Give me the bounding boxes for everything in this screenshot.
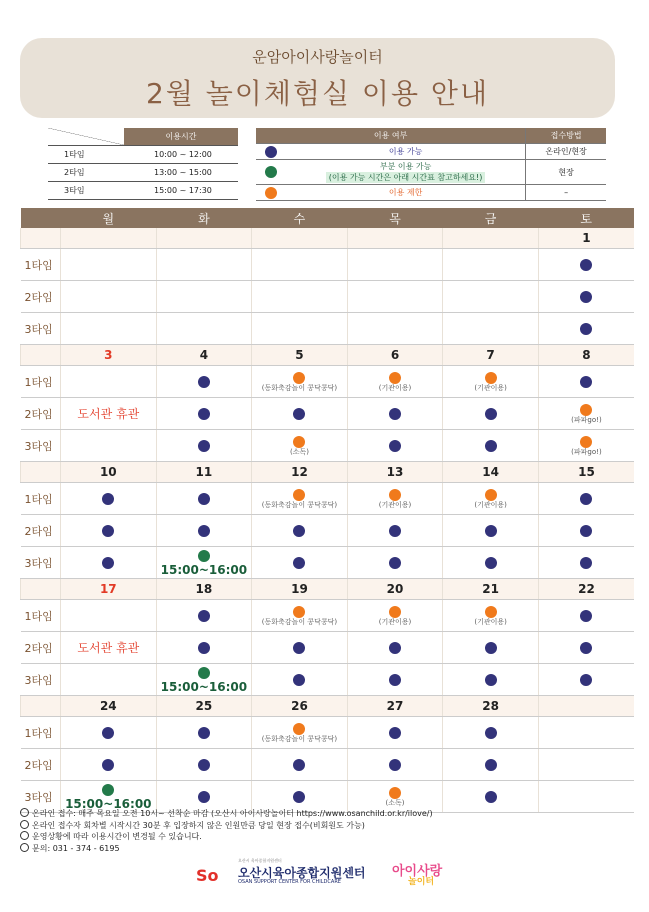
- available-dot-icon: [293, 759, 305, 771]
- date-cell: 6: [347, 345, 443, 366]
- available-dot-icon: [485, 674, 497, 686]
- restricted-dot-icon: [485, 606, 497, 618]
- legend-partial-label: 부분 이용 가능: [379, 162, 432, 171]
- date-cell: [347, 228, 443, 249]
- restricted-dot-icon: [485, 372, 497, 384]
- slot-cell: [252, 664, 348, 696]
- available-dot-icon: [389, 440, 401, 452]
- slot-cell: [156, 632, 252, 664]
- time-slot-range: 10:00 ~ 12:00: [124, 146, 238, 164]
- available-dot-icon: [580, 493, 592, 505]
- weekday-header: 월: [61, 208, 157, 228]
- legend-partial-cell: [286, 160, 526, 185]
- slot-cell: [61, 600, 157, 632]
- weekday-header: 수: [252, 208, 348, 228]
- available-dot-icon: [580, 291, 592, 303]
- calendar-corner: [21, 208, 61, 228]
- available-dot-icon: [198, 440, 210, 452]
- date-cell: 17: [61, 579, 157, 600]
- date-cell: 12: [252, 462, 348, 483]
- slot-note: (동화축감놀이 콩닥콩닥): [261, 618, 338, 626]
- slot-cell: [443, 281, 539, 313]
- bullet-circle-icon: [20, 820, 29, 829]
- available-dot-icon: [389, 674, 401, 686]
- slot-note: (기관이용): [474, 618, 507, 626]
- available-dot-icon: [198, 376, 210, 388]
- legend-usage-header: 이용 여부: [256, 128, 526, 144]
- logo-english-name: OSAN SUPPORT CENTER FOR CHILDCARE: [238, 879, 341, 885]
- slot-cell: [252, 600, 348, 632]
- slot-cell: [443, 430, 539, 462]
- slot-note: (파파go!): [571, 448, 602, 456]
- slot-cell: [347, 281, 443, 313]
- slot-label: 3타임: [21, 781, 61, 813]
- slot-cell: [443, 547, 539, 579]
- date-cell: 11: [156, 462, 252, 483]
- slot-note: (동화축감놀이 콩닥콩닥): [261, 384, 338, 392]
- partial-time-note: 15:00~16:00: [160, 679, 248, 694]
- partial-dot-icon: [102, 784, 114, 796]
- footer-line-text: 온라인 접수자 회차별 시작시간 30분 후 입장하지 않은 인원만큼 당일 현장 접수(비회원도 가능): [32, 820, 365, 830]
- restricted-dot-icon: [389, 787, 401, 799]
- slot-cell: [252, 313, 348, 345]
- slot-cell: [156, 515, 252, 547]
- slot-label: 2타임: [21, 515, 61, 547]
- date-cell: 18: [156, 579, 252, 600]
- legend-partial-dot-cell: [256, 160, 286, 185]
- footer-line: [20, 831, 433, 843]
- slot-cell: [347, 664, 443, 696]
- slot-cell: [443, 398, 539, 430]
- available-dot-icon: [389, 557, 401, 569]
- available-dot-icon: [102, 493, 114, 505]
- slot-cell: [156, 249, 252, 281]
- slot-cell: [61, 515, 157, 547]
- slot-cell: [156, 483, 252, 515]
- bullet-circle-icon: [20, 808, 29, 817]
- slot-cell: [156, 430, 252, 462]
- slot-cell: [538, 313, 634, 345]
- available-dot-icon: [580, 642, 592, 654]
- slot-cell: [61, 547, 157, 579]
- slot-label: 2타임: [21, 281, 61, 313]
- legend-partial-method: 현장: [526, 160, 606, 185]
- slot-cell: [443, 313, 539, 345]
- date-cell: 10: [61, 462, 157, 483]
- slot-cell: [538, 717, 634, 749]
- slot-cell: [538, 398, 634, 430]
- available-dot-icon: [198, 759, 210, 771]
- slot-label: 3타임: [21, 430, 61, 462]
- logo-small-text: 오산시 육아종합지원센터: [238, 858, 282, 863]
- header-banner: [20, 38, 615, 118]
- restricted-dot-icon: [293, 436, 305, 448]
- date-cell: 13: [347, 462, 443, 483]
- slot-cell: [538, 547, 634, 579]
- available-dot-icon: [293, 408, 305, 420]
- footer-line: [20, 820, 433, 832]
- available-dot-icon: [389, 408, 401, 420]
- osan-childcare-center-logo: [196, 858, 382, 886]
- legend-restricted-method: –: [526, 185, 606, 201]
- slot-cell: [156, 717, 252, 749]
- date-cell: 4: [156, 345, 252, 366]
- slot-label: 2타임: [21, 632, 61, 664]
- slot-note: (파파go!): [571, 416, 602, 424]
- footer-line-text: 운영상황에 따라 이용시간이 변경될 수 있습니다.: [32, 832, 202, 841]
- slot-cell: [347, 515, 443, 547]
- date-row-label: [21, 696, 61, 717]
- slot-cell: [61, 366, 157, 398]
- slot-cell: [61, 483, 157, 515]
- logo-name: 오산시육아종합지원센터: [238, 866, 366, 880]
- date-cell: 25: [156, 696, 252, 717]
- available-dot-icon: [485, 440, 497, 452]
- restricted-dot-icon: [293, 372, 305, 384]
- available-dot-icon: [102, 759, 114, 771]
- available-dot-icon: [198, 525, 210, 537]
- slot-cell: [61, 717, 157, 749]
- slot-label: 2타임: [21, 398, 61, 430]
- slot-note: (소독): [289, 448, 309, 456]
- available-dot-icon: [389, 525, 401, 537]
- logo-line-1: 아이사랑: [392, 864, 443, 879]
- available-dot-icon: [198, 493, 210, 505]
- date-row-label: [21, 228, 61, 249]
- time-row: [48, 164, 238, 182]
- date-cell: 14: [443, 462, 539, 483]
- available-dot-icon: [580, 674, 592, 686]
- available-dot-icon: [265, 146, 277, 158]
- restricted-dot-icon: [389, 489, 401, 501]
- slot-cell: [156, 600, 252, 632]
- footer-line: [20, 843, 433, 855]
- restricted-dot-icon: [389, 606, 401, 618]
- time-slot-range: 13:00 ~ 15:00: [124, 164, 238, 182]
- restricted-dot-icon: [389, 372, 401, 384]
- slot-note: (기관이용): [378, 501, 412, 509]
- legend-available-method: 온라인/현장: [526, 144, 606, 160]
- available-dot-icon: [389, 642, 401, 654]
- restricted-dot-icon: [580, 436, 592, 448]
- slot-cell: [347, 483, 443, 515]
- available-dot-icon: [485, 791, 497, 803]
- available-dot-icon: [293, 557, 305, 569]
- date-cell: 21: [443, 579, 539, 600]
- slot-label: 1타임: [21, 717, 61, 749]
- date-cell: 20: [347, 579, 443, 600]
- available-dot-icon: [389, 759, 401, 771]
- slot-cell: [252, 249, 348, 281]
- slot-cell: [443, 632, 539, 664]
- date-cell: 3: [61, 345, 157, 366]
- slot-cell: [156, 398, 252, 430]
- available-dot-icon: [580, 323, 592, 335]
- legend-method-header: 접수방법: [526, 128, 606, 144]
- slot-label: 2타임: [21, 749, 61, 781]
- slot-cell: [347, 632, 443, 664]
- restricted-dot-icon: [485, 489, 497, 501]
- date-cell: 27: [347, 696, 443, 717]
- slot-cell: [61, 632, 157, 664]
- slot-cell: [61, 398, 157, 430]
- slot-cell: [538, 632, 634, 664]
- slot-cell: [156, 547, 252, 579]
- available-dot-icon: [580, 259, 592, 271]
- available-dot-icon: [389, 727, 401, 739]
- time-slot-label: 3타임: [48, 182, 124, 200]
- date-row-label: [21, 579, 61, 600]
- restricted-dot-icon: [293, 489, 305, 501]
- time-row: [48, 146, 238, 164]
- slot-cell: [347, 547, 443, 579]
- available-dot-icon: [485, 727, 497, 739]
- slot-cell: [347, 249, 443, 281]
- available-dot-icon: [580, 610, 592, 622]
- slot-note: (소독): [385, 799, 405, 807]
- slot-cell: [347, 749, 443, 781]
- slot-cell: [347, 313, 443, 345]
- logo-line-2: 놀이터: [408, 877, 435, 887]
- slot-cell: [156, 366, 252, 398]
- time-schedule-table: [48, 128, 238, 200]
- available-dot-icon: [198, 727, 210, 739]
- available-dot-icon: [485, 408, 497, 420]
- slot-cell: [252, 749, 348, 781]
- available-dot-icon: [485, 557, 497, 569]
- slot-cell: [538, 515, 634, 547]
- holiday-label: 도서관 휴관: [77, 407, 140, 421]
- slot-cell: [538, 281, 634, 313]
- slot-cell: [61, 664, 157, 696]
- available-dot-icon: [485, 525, 497, 537]
- slot-label: 1타임: [21, 600, 61, 632]
- slot-cell: [538, 781, 634, 813]
- restricted-dot-icon: [293, 606, 305, 618]
- available-dot-icon: [198, 610, 210, 622]
- footer-notes: [20, 808, 433, 854]
- date-row-label: [21, 462, 61, 483]
- weekday-header: 토: [538, 208, 634, 228]
- footer-line-text: 문의: 031 - 374 - 6195: [32, 843, 120, 853]
- slot-cell: [252, 281, 348, 313]
- slot-cell: [538, 749, 634, 781]
- slot-note: (동화축감놀이 콩닥콩닥): [261, 501, 338, 509]
- slot-cell: [252, 366, 348, 398]
- available-dot-icon: [485, 759, 497, 771]
- slot-cell: [347, 366, 443, 398]
- slot-cell: [538, 664, 634, 696]
- slot-label: 1타임: [21, 249, 61, 281]
- slot-cell: [443, 781, 539, 813]
- slot-cell: [61, 281, 157, 313]
- partial-dot-icon: [265, 166, 277, 178]
- slot-label: 3타임: [21, 313, 61, 345]
- legend-available-dot-cell: [256, 144, 286, 160]
- osan-logo-mark-icon: So: [196, 866, 219, 885]
- available-dot-icon: [580, 376, 592, 388]
- footer-line: [20, 808, 433, 820]
- available-dot-icon: [198, 408, 210, 420]
- available-dot-icon: [485, 642, 497, 654]
- slot-cell: [252, 632, 348, 664]
- slot-cell: [61, 249, 157, 281]
- weekday-header: 금: [443, 208, 539, 228]
- date-row-label: [21, 345, 61, 366]
- legend-partial-note: (이용 가능 시간은 아래 시간표 참고하세요!): [326, 172, 486, 183]
- holiday-label: 도서관 휴관: [77, 641, 140, 655]
- date-cell: [61, 228, 157, 249]
- slot-note: (기관이용): [378, 618, 412, 626]
- bullet-circle-icon: [20, 843, 29, 852]
- slot-cell: [61, 313, 157, 345]
- slot-cell: [156, 749, 252, 781]
- slot-cell: [443, 664, 539, 696]
- slot-cell: [538, 483, 634, 515]
- slot-cell: [347, 430, 443, 462]
- slot-cell: [252, 717, 348, 749]
- slot-label: 3타임: [21, 547, 61, 579]
- calendar-table: [20, 208, 634, 813]
- slot-cell: [538, 430, 634, 462]
- slot-label: 1타임: [21, 366, 61, 398]
- slot-cell: [443, 366, 539, 398]
- ai-sarang-playground-logo: [392, 860, 462, 888]
- date-cell: [156, 228, 252, 249]
- date-cell: 1: [538, 228, 634, 249]
- slot-cell: [538, 366, 634, 398]
- date-cell: 22: [538, 579, 634, 600]
- time-slot-label: 2타임: [48, 164, 124, 182]
- slot-note: (기관이용): [378, 384, 412, 392]
- slot-cell: [443, 483, 539, 515]
- time-column-header: 이용시간: [124, 128, 238, 146]
- partial-time-note: 15:00~16:00: [65, 796, 152, 811]
- page-title: 2월 놀이체험실 이용 안내: [146, 77, 489, 110]
- available-dot-icon: [102, 525, 114, 537]
- date-cell: 7: [443, 345, 539, 366]
- slot-cell: [252, 547, 348, 579]
- weekday-header: 화: [156, 208, 252, 228]
- date-cell: [443, 228, 539, 249]
- available-dot-icon: [198, 642, 210, 654]
- slot-cell: [156, 313, 252, 345]
- restricted-dot-icon: [265, 187, 277, 199]
- slot-cell: [61, 430, 157, 462]
- weekday-header: 목: [347, 208, 443, 228]
- slot-note: (기관이용): [474, 384, 507, 392]
- slot-cell: [61, 749, 157, 781]
- available-dot-icon: [198, 791, 210, 803]
- slot-label: 1타임: [21, 483, 61, 515]
- slot-cell: [156, 281, 252, 313]
- slot-cell: [443, 515, 539, 547]
- date-cell: 8: [538, 345, 634, 366]
- partial-dot-icon: [198, 667, 210, 679]
- time-slot-label: 1타임: [48, 146, 124, 164]
- available-dot-icon: [293, 791, 305, 803]
- date-cell: 5: [252, 345, 348, 366]
- date-cell: 28: [443, 696, 539, 717]
- available-dot-icon: [102, 727, 114, 739]
- slot-cell: [347, 398, 443, 430]
- slot-cell: [252, 483, 348, 515]
- bullet-circle-icon: [20, 831, 29, 840]
- available-dot-icon: [102, 557, 114, 569]
- legend-restricted-dot-cell: [256, 185, 286, 201]
- date-cell: 24: [61, 696, 157, 717]
- available-dot-icon: [293, 642, 305, 654]
- slot-cell: [538, 249, 634, 281]
- slot-cell: [538, 600, 634, 632]
- slot-note: (기관이용): [474, 501, 507, 509]
- slot-cell: [443, 749, 539, 781]
- available-dot-icon: [293, 674, 305, 686]
- time-slot-range: 15:00 ~ 17:30: [124, 182, 238, 200]
- date-cell: [252, 228, 348, 249]
- date-cell: 26: [252, 696, 348, 717]
- partial-time-note: 15:00~16:00: [160, 562, 248, 577]
- legend-restricted-label: 이용 제한: [286, 185, 526, 201]
- slot-cell: [443, 600, 539, 632]
- page-subtitle: 운암아이사랑놀이터: [252, 48, 383, 66]
- partial-dot-icon: [198, 550, 210, 562]
- available-dot-icon: [293, 525, 305, 537]
- slot-cell: [443, 717, 539, 749]
- legend-available-label: 이용 가능: [286, 144, 526, 160]
- diagonal-header-cell: [48, 128, 124, 146]
- date-cell: 19: [252, 579, 348, 600]
- footer-line-text: 온라인 접수: 매주 목요일 오전 10시~ 선착순 마감 (오산시 아이사랑놀이터 https://www.osanchild.or.kr/ilove/): [32, 809, 433, 818]
- restricted-dot-icon: [293, 723, 305, 735]
- available-dot-icon: [580, 525, 592, 537]
- slot-cell: [252, 430, 348, 462]
- slot-cell: [156, 664, 252, 696]
- slot-cell: [252, 515, 348, 547]
- date-cell: [538, 696, 634, 717]
- available-dot-icon: [580, 557, 592, 569]
- restricted-dot-icon: [580, 404, 592, 416]
- slot-note: (동화축감놀이 콩닥콩닥): [261, 735, 338, 743]
- date-cell: 15: [538, 462, 634, 483]
- slot-cell: [347, 600, 443, 632]
- slot-cell: [347, 717, 443, 749]
- slot-cell: [252, 398, 348, 430]
- legend-table: [256, 128, 606, 201]
- slot-label: 3타임: [21, 664, 61, 696]
- slot-cell: [443, 249, 539, 281]
- time-row: [48, 182, 238, 200]
